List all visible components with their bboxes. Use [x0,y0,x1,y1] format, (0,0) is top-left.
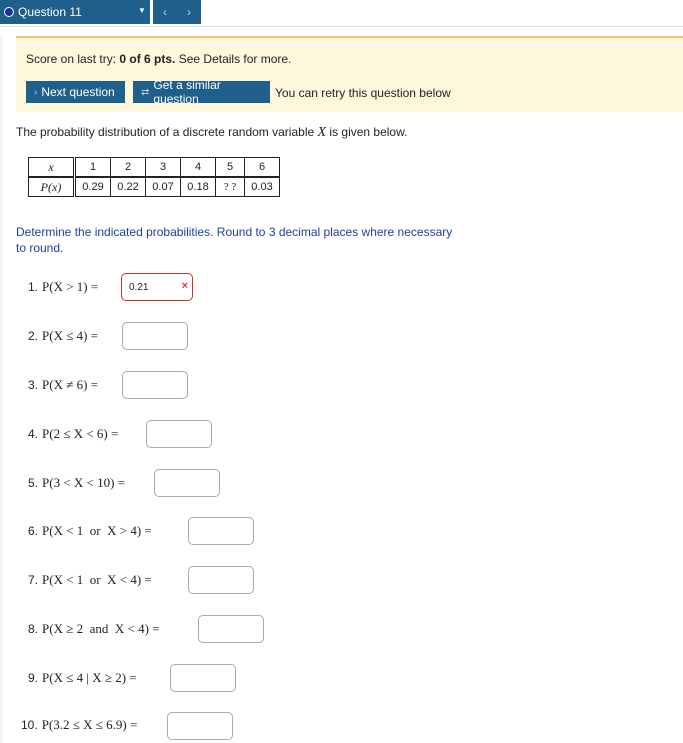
question-number: 10. [21,718,38,732]
refresh-icon: ⇄ [141,86,150,98]
answer-input[interactable] [121,273,193,301]
answer-input[interactable] [154,469,220,497]
answer-input[interactable] [188,566,254,594]
p-cell: 0.22 [111,177,146,197]
question-item [28,523,152,539]
prompt-variable: X [317,125,327,140]
score-value: 0 of 6 pts. [119,52,176,66]
status-dot-icon [4,7,14,17]
question-expression: P(X ≠ 6) = [42,377,99,392]
question-item [28,475,125,491]
p-cell: 0.18 [181,177,216,197]
question-item [28,621,160,637]
question-number: 5. [28,476,39,490]
question-number: 2. [28,329,39,343]
x-cell: 5 [216,158,245,178]
question-label: Question 11 [18,5,82,19]
question-expression: P(2 ≤ X < 6) = [42,426,119,441]
x-cell: 3 [146,158,181,178]
answer-input[interactable] [170,664,236,692]
similar-question-label: Get a similar question [153,78,221,106]
question-number: 9. [28,671,39,685]
question-expression: P(3.2 ≤ X ≤ 6.9) = [41,717,138,732]
question-nav [153,0,201,24]
x-header: x [29,158,75,178]
question-item [28,572,152,588]
header-divider [0,26,683,27]
x-cell: 4 [181,158,216,178]
dropdown-caret-icon: ▼ [138,6,146,15]
question-prompt [16,125,407,141]
answer-input[interactable] [198,615,264,643]
chevron-right-icon: › [34,86,38,98]
similar-question-button[interactable] [133,78,270,106]
question-item [28,279,98,295]
instruction-text: Determine the indicated probabilities. Round to 3 decimal places where necessary to round. [16,225,453,255]
question-number: 4. [28,427,39,441]
answer-input[interactable] [167,712,233,740]
question-number: 8. [28,622,39,636]
left-gutter [0,36,3,743]
p-cell: ? ? [216,177,245,197]
question-number: 6. [28,524,39,538]
distribution-table [28,157,280,197]
question-number: 1. [28,280,39,294]
p-cell: 0.03 [245,177,280,197]
question-selector[interactable] [0,0,150,24]
p-header: P(x) [29,177,75,197]
question-expression: P(X < 1 or X > 4) = [42,523,152,538]
question-number: 3. [28,378,39,392]
question-expression: P(X ≥ 2 and X < 4) = [42,621,160,636]
table-row [29,177,280,197]
answer-input[interactable] [122,371,188,399]
x-cell: 6 [245,158,280,178]
question-number: 7. [28,573,39,587]
prompt-before: The probability distribution of a discrete random variable [16,125,318,139]
question-item [21,717,137,733]
question-expression: P(X > 1) = [42,279,99,294]
question-expression: P(X ≤ 4 | X ≥ 2) = [42,670,137,685]
next-question-button[interactable] [26,81,125,103]
answer-value: 0.21 [129,282,149,293]
question-item [28,426,118,442]
p-cell: 0.07 [146,177,181,197]
table-row [29,158,280,178]
question-expression: P(X ≤ 4) = [42,328,99,343]
next-question-label: Next question [41,85,115,99]
question-expression: P(3 < X < 10) = [42,475,126,490]
answer-input[interactable] [146,420,212,448]
score-prefix: Score on last try: [26,52,120,66]
score-text [26,52,291,66]
previous-question-icon[interactable]: ‹ [163,5,167,19]
question-item [28,670,137,686]
answer-input[interactable] [122,322,188,350]
score-suffix: See Details for more. [175,52,292,66]
question-item [28,328,98,344]
question-expression: P(X < 1 or X < 4) = [42,572,152,587]
incorrect-x-icon: × [181,280,188,292]
answer-input[interactable] [188,517,254,545]
score-panel [16,36,683,112]
prompt-after: is given below. [326,125,408,139]
p-cell: 0.29 [75,177,111,197]
question-item [28,377,98,393]
x-cell: 1 [75,158,111,178]
next-question-icon[interactable]: › [187,5,191,19]
retry-text: You can retry this question below [275,86,451,100]
x-cell: 2 [111,158,146,178]
